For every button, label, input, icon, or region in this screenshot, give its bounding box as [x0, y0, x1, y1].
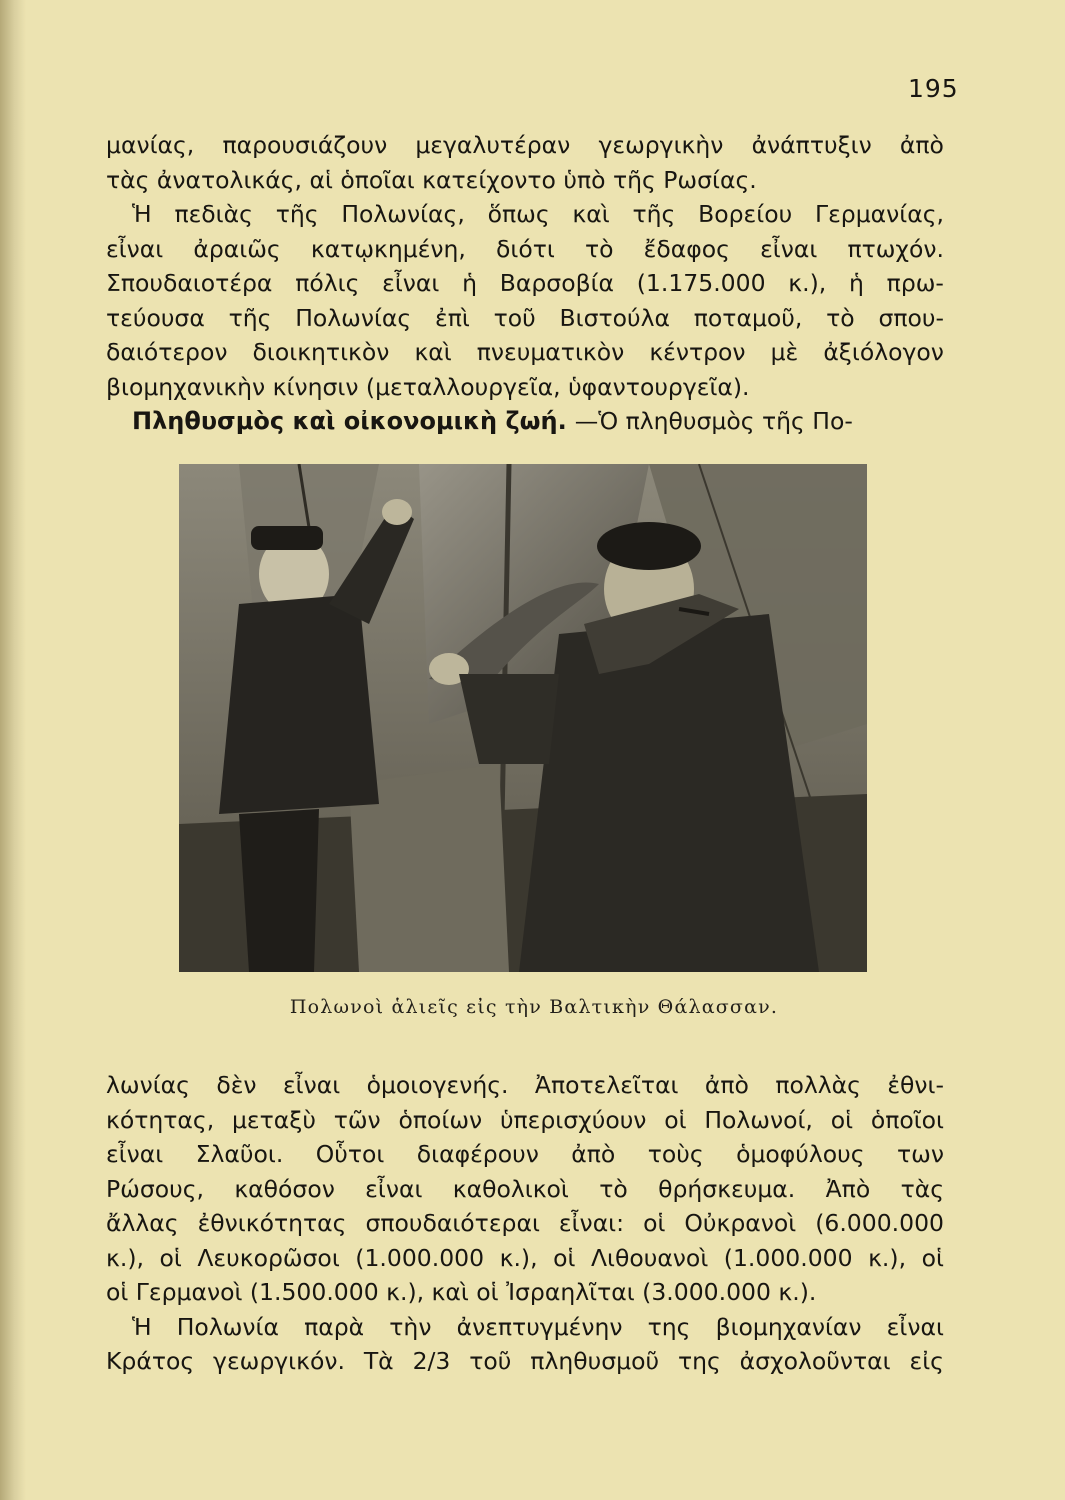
text-line: Σπουδαιοτέρα πόλις εἶναι ἡ Βαρσοβία (1.175.000 κ.), ἡ πρω-: [106, 269, 944, 297]
text-line: τὰς ἀνατολικάς, αἱ ὁποῖαι κατείχοντο ὑπὸ τῆς Ρωσίας.: [106, 165, 757, 194]
fishermen-photo: [179, 464, 867, 972]
page-number: 195: [908, 74, 959, 103]
text-line: κότητας, μεταξὺ τῶν ὁποίων ὑπερισχύουν οἱ Πολωνοί, οἱ ὁποῖοι: [106, 1105, 944, 1134]
heading-continuation: —Ὁ πληθυσμὸς τῆς Πο-: [574, 407, 853, 435]
text-line: εἶναι Σλαῦοι. Οὗτοι διαφέρουν ἀπὸ τοὺς ὁμοφύλους των: [106, 1140, 944, 1168]
paragraph-top: [106, 128, 944, 439]
text-line: Ἡ πεδιὰς τῆς Πολωνίας, ὅπως καὶ τῆς Βορείου Γερμανίας,: [132, 200, 944, 228]
text-line: μανίας, παρουσιάζουν μεγαλυτέραν γεωργικὴν ἀνάπτυξιν ἀπὸ: [106, 131, 944, 159]
text-line: βιομηχανικὴν κίνησιν (μεταλλουργεῖα, ὑφαντουργεῖα).: [106, 372, 750, 401]
photo-caption: Πολωνοὶ ἁλιεῖς εἰς τὴν Βαλτικὴν Θάλασσαν.: [289, 996, 779, 1018]
section-heading-line: [106, 404, 944, 439]
text-line: ἄλλας ἐθνικότητας σπουδαιότεραι εἶναι: οἱ Οὐκρανοὶ (6.000.000: [106, 1209, 944, 1237]
page-gutter-shadow: [0, 0, 26, 1500]
text-line: Κράτος γεωργικόν. Τὰ 2/3 τοῦ πληθυσμοῦ της ἀσχολοῦνται εἰς: [106, 1347, 944, 1375]
text-line: οἱ Γερμανοὶ (1.500.000 κ.), καὶ οἱ Ἰσραηλῖται (3.000.000 κ.).: [106, 1278, 817, 1306]
text-line: τεύουσα τῆς Πολωνίας ἐπὶ τοῦ Βιστούλα ποταμοῦ, τὸ σπου-: [106, 303, 944, 332]
section-heading: Πληθυσμὸς καὶ οἰκονομικὴ ζωή.: [132, 407, 567, 435]
text-line: Ρώσους, καθόσον εἶναι καθολικοὶ τὸ θρήσκευμα. Ἀπὸ τὰς: [106, 1174, 944, 1203]
text-line: Ἡ Πολωνία παρὰ τὴν ἀνεπτυγμένην της βιομηχανίαν εἶναι: [132, 1312, 944, 1341]
text-line: εἶναι ἀραιῶς κατῳκημένη, διότι τὸ ἔδαφος εἶναι πτωχόν.: [106, 234, 944, 263]
text-line: κ.), οἱ Λευκορῶσοι (1.000.000 κ.), οἱ Λιθουανοὶ (1.000.000 κ.), οἱ: [106, 1243, 944, 1272]
text-line: δαιότερον διοικητικὸν καὶ πνευματικὸν κέντρον μὲ ἀξιόλογον: [106, 338, 944, 366]
paragraph-bottom: [106, 1068, 944, 1379]
text-line: λωνίας δὲν εἶναι ὁμοιογενής. Ἀποτελεῖται ἀπὸ πολλὰς ἐθνι-: [106, 1071, 944, 1099]
